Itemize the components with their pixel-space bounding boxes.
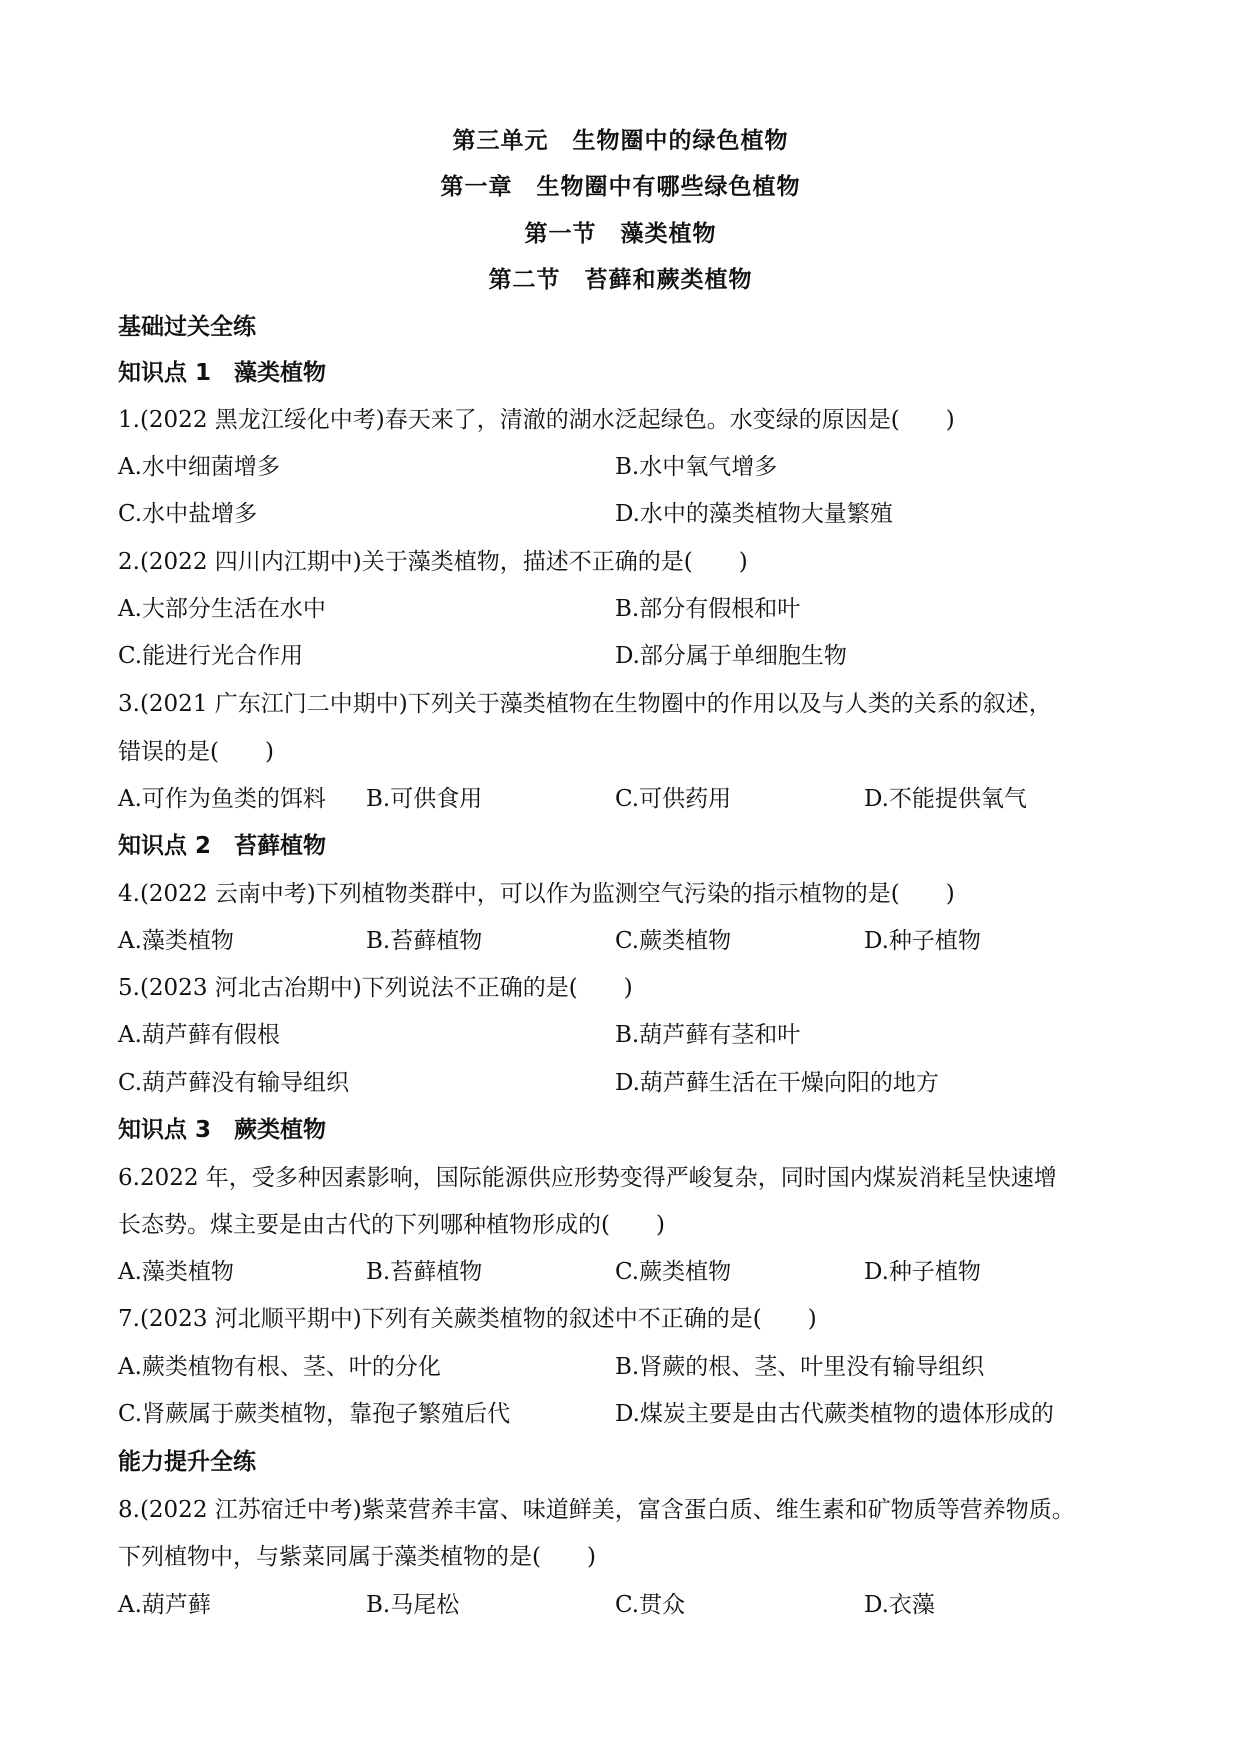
question-2-stem: 2.(2022 四川内江期中)关于藻类植物，描述不正确的是( )	[118, 549, 748, 575]
question-1-option-b: B.水中氧气增多	[615, 454, 778, 480]
question-3-option-b: B.可供食用	[366, 786, 483, 812]
question-8-option-d: D.衣藻	[864, 1592, 935, 1618]
question-7-option-a: A.蕨类植物有根、茎、叶的分化	[118, 1354, 441, 1380]
question-7-option-d: D.煤炭主要是由古代蕨类植物的遗体形成的	[615, 1401, 1054, 1427]
question-2-option-a: A.大部分生活在水中	[118, 596, 326, 622]
question-3-option-d: D.不能提供氧气	[864, 786, 1027, 812]
knowledge-point-3-heading: 知识点 3 蕨类植物	[118, 1117, 327, 1143]
question-8-stem-line-2: 下列植物中，与紫菜同属于藻类植物的是( )	[118, 1544, 596, 1570]
question-4-option-b: B.苔藓植物	[366, 928, 483, 954]
question-3-option-a: A.可作为鱼类的饵料	[118, 786, 326, 812]
question-6-option-b: B.苔藓植物	[366, 1259, 483, 1285]
question-4-option-c: C.蕨类植物	[615, 928, 732, 954]
question-6-option-a: A.藻类植物	[118, 1259, 234, 1285]
question-1-option-d: D.水中的藻类植物大量繁殖	[615, 501, 893, 527]
question-1-option-a: A.水中细菌增多	[118, 454, 280, 480]
knowledge-point-2-heading: 知识点 2 苔藓植物	[118, 833, 327, 859]
question-7-stem: 7.(2023 河北顺平期中)下列有关蕨类植物的叙述中不正确的是( )	[118, 1306, 817, 1332]
question-3-option-c: C.可供药用	[615, 786, 732, 812]
question-1-option-c: C.水中盐增多	[118, 501, 258, 527]
question-8-option-b: B.马尾松	[366, 1592, 460, 1618]
section1-title: 第一节 藻类植物	[524, 221, 717, 247]
question-6-option-c: C.蕨类植物	[615, 1259, 732, 1285]
question-5-option-a: A.葫芦藓有假根	[118, 1022, 280, 1048]
question-3-stem-line-2: 错误的是( )	[118, 739, 274, 765]
question-8-option-a: A.葫芦藓	[118, 1592, 211, 1618]
question-1-stem: 1.(2022 黑龙江绥化中考)春天来了，清澈的湖水泛起绿色。水变绿的原因是( )	[118, 407, 955, 433]
question-7-option-b: B.肾蕨的根、茎、叶里没有输导组织	[615, 1354, 985, 1380]
question-5-option-b: B.葫芦藓有茎和叶	[615, 1022, 801, 1048]
question-4-option-a: A.藻类植物	[118, 928, 234, 954]
question-8-option-c: C.贯众	[615, 1592, 686, 1618]
question-4-option-d: D.种子植物	[864, 928, 981, 954]
question-3-stem-line-1: 3.(2021 广东江门二中期中)下列关于藻类植物在生物圈中的作用以及与人类的关系的叙述，	[118, 691, 1052, 717]
question-2-option-c: C.能进行光合作用	[118, 643, 304, 669]
question-6-stem-line-2: 长态势。煤主要是由古代的下列哪种植物形成的( )	[118, 1212, 665, 1238]
section2-title: 第二节 苔藓和蕨类植物	[488, 267, 753, 293]
question-5-stem: 5.(2023 河北古冶期中)下列说法不正确的是( )	[118, 975, 633, 1001]
basic-practice-heading: 基础过关全练	[118, 314, 256, 340]
question-5-option-d: D.葫芦藓生活在干燥向阳的地方	[615, 1070, 939, 1096]
question-7-option-c: C.肾蕨属于蕨类植物，靠孢子繁殖后代	[118, 1401, 511, 1427]
question-6-stem-line-1: 6.2022 年，受多种因素影响，国际能源供应形势变得严峻复杂，同时国内煤炭消耗呈快速增	[118, 1165, 1057, 1191]
knowledge-point-1-heading: 知识点 1 藻类植物	[118, 360, 327, 386]
question-4-stem: 4.(2022 云南中考)下列植物类群中，可以作为监测空气污染的指示植物的是( )	[118, 881, 955, 907]
question-2-option-d: D.部分属于单细胞生物	[615, 643, 847, 669]
ability-practice-heading: 能力提升全练	[118, 1449, 256, 1475]
chapter-title: 第一章 生物圈中有哪些绿色植物	[440, 174, 801, 200]
question-6-option-d: D.种子植物	[864, 1259, 981, 1285]
question-8-stem-line-1: 8.(2022 江苏宿迁中考)紫菜营养丰富、味道鲜美，富含蛋白质、维生素和矿物质等营养物质。	[118, 1497, 1075, 1523]
question-5-option-c: C.葫芦藓没有输导组织	[118, 1070, 350, 1096]
question-2-option-b: B.部分有假根和叶	[615, 596, 801, 622]
unit-title: 第三单元 生物圈中的绿色植物	[452, 128, 789, 154]
